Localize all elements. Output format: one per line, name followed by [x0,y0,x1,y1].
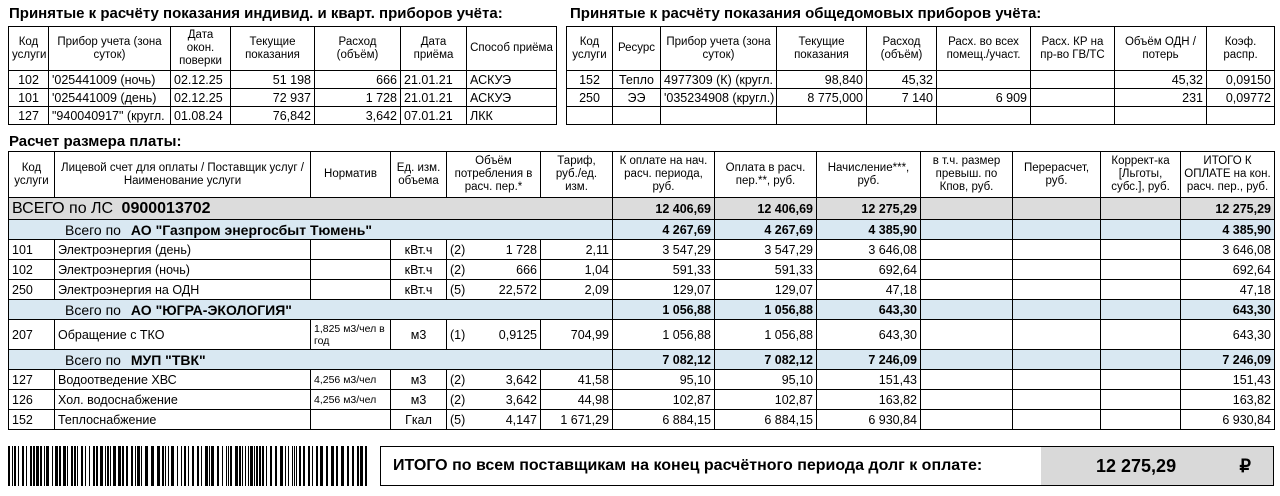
service-norm: 1,825 м3/чел в год [311,320,391,350]
table-row [9,280,1275,300]
common-volume: 45,32 [867,71,937,89]
supplier-name: МУП "ТВК" [130,351,206,368]
meter-id: "940040917" (кругл. [49,107,171,125]
col-header: Дата окон. поверки [171,27,231,71]
col-header: Расход (объём) [867,27,937,71]
service-name: Хол. водоснабжение [55,390,311,410]
service-unit: кВт.ч [391,260,447,280]
meter-accept-date: 07.01.21 [401,107,467,125]
supplier-start: 1 056,88 [613,300,715,320]
service-unit: кВт.ч [391,280,447,300]
service-volume: 3,642 [505,392,537,407]
service-norm: 4,256 м3/чел [311,370,391,390]
meter-reading: 72 937 [231,89,315,107]
service-name: Водоотведение ХВС [55,370,311,390]
col-header: Текущие показания [231,27,315,71]
total-start: 12 406,69 [613,198,715,220]
grand-total-value-box [1041,447,1273,485]
supplier-paid: 1 056,88 [715,300,817,320]
supplier-itogo: 7 246,09 [1181,350,1275,370]
service-name: Электроэнергия на ОДН [55,280,311,300]
supplier-total-label: Всего по [65,351,121,368]
col-header: Расх. во всех помещ./участ. [937,27,1031,71]
service-unit: м3 [391,320,447,350]
service-code: 102 [9,260,55,280]
total-charged: 12 275,29 [817,198,921,220]
account-number: 0900013702 [121,199,211,217]
meter-accept-date: 21.01.21 [401,71,467,89]
meter-method: АСКУЭ [467,89,557,107]
account-total-row [9,198,1275,220]
col-header: Объём ОДН / потерь [1115,27,1207,71]
grand-total-box [380,446,1274,486]
supplier-total-row [9,350,1275,370]
table-row [9,370,1275,390]
service-charged: 643,30 [817,320,921,350]
common-kr [1031,71,1115,89]
col-header: К оплате на нач. расч. периода, руб. [613,152,715,198]
common-meter-id: 4977309 (К) (кругл. [661,71,777,89]
service-start: 6 884,15 [613,410,715,430]
common-meter-id: '035234908 (кругл.) [661,89,777,107]
individual-meters-table [8,26,557,125]
meter-method: ЛКК [467,107,557,125]
payment-title: Расчет размера платы: [9,133,182,150]
common-all-premises: 6 909 [937,89,1031,107]
service-norm [311,410,391,430]
service-name: Обращение с ТКО [55,320,311,350]
service-code: 127 [9,370,55,390]
service-mark: (1) [450,327,466,342]
common-reading [777,107,867,125]
service-itogo: 3 646,08 [1181,240,1275,260]
common-reading: 8 775,000 [777,89,867,107]
meter-check-date: 01.08.24 [171,107,231,125]
col-header: Коррект-ка [Льготы, субс.], руб. [1101,152,1181,198]
supplier-itogo: 643,30 [1181,300,1275,320]
service-itogo: 163,82 [1181,390,1275,410]
meter-volume: 3,642 [315,107,401,125]
common-meter-id [661,107,777,125]
table-row [567,89,1275,107]
meter-method: АСКУЭ [467,71,557,89]
common-resource: ЭЭ [613,89,661,107]
service-volume: 3,642 [505,372,537,387]
common-coef [1207,107,1275,125]
service-paid: 129,07 [715,280,817,300]
service-tariff: 41,58 [541,370,613,390]
meter-id: '025441009 (день) [49,89,171,107]
meter-reading: 76,842 [231,107,315,125]
service-unit: м3 [391,390,447,410]
service-norm [311,280,391,300]
common-volume: 7 140 [867,89,937,107]
currency-symbol: ₽ [1239,456,1251,476]
service-charged: 692,64 [817,260,921,280]
table-row [9,320,1275,350]
service-volume: 4,147 [505,412,537,427]
supplier-charged: 643,30 [817,300,921,320]
common-odn: 45,32 [1115,71,1207,89]
meter-reading: 51 198 [231,71,315,89]
grand-total-label: ИТОГО по всем поставщикам на конец расчётного периода долг к оплате: [393,457,983,474]
service-volume: 22,572 [498,282,537,297]
supplier-paid: 7 082,12 [715,350,817,370]
meter-volume: 1 728 [315,89,401,107]
account-total-label: ВСЕГО по ЛС [12,199,114,217]
col-header: Начисление***, руб. [817,152,921,198]
service-itogo: 692,64 [1181,260,1275,280]
service-tariff: 1 671,29 [541,410,613,430]
col-header: Текущие показания [777,27,867,71]
service-tariff: 1,04 [541,260,613,280]
service-mark: (2) [450,372,466,387]
service-unit: Гкал [391,410,447,430]
service-mark: (5) [450,412,466,427]
common-all-premises [937,71,1031,89]
service-start: 95,10 [613,370,715,390]
supplier-charged: 7 246,09 [817,350,921,370]
service-norm [311,260,391,280]
service-code: 207 [9,320,55,350]
common-reading: 98,840 [777,71,867,89]
service-code: 152 [9,410,55,430]
col-header: Оплата в расч. пер.**, руб. [715,152,817,198]
service-mark: (2) [450,392,466,407]
common-kr [1031,89,1115,107]
meter-code: 101 [9,89,49,107]
meter-volume: 666 [315,71,401,89]
table-row [9,107,557,125]
barcode-image [8,446,370,486]
payment-table [8,151,1275,430]
service-paid: 6 884,15 [715,410,817,430]
common-resource [613,107,661,125]
service-tariff: 2,09 [541,280,613,300]
service-name: Теплоснабжение [55,410,311,430]
service-paid: 591,33 [715,260,817,280]
service-charged: 3 646,08 [817,240,921,260]
service-paid: 102,87 [715,390,817,410]
col-header: Норматив [311,152,391,198]
table-row [567,107,1275,125]
total-itogo: 12 275,29 [1181,198,1275,220]
meter-accept-date: 21.01.21 [401,89,467,107]
col-header: Код услуги [567,27,613,71]
service-code: 101 [9,240,55,260]
col-header: Дата приёма [401,27,467,71]
col-header: Расх. КР на пр-во ГВ/ТС [1031,27,1115,71]
service-charged: 163,82 [817,390,921,410]
meter-id: '025441009 (ночь) [49,71,171,89]
col-header: Лицевой счет для оплаты / Поставщик услуг / Наименование услуги [55,152,311,198]
service-charged: 151,43 [817,370,921,390]
common-code: 152 [567,71,613,89]
service-tariff: 2,11 [541,240,613,260]
grand-total-value: 12 275,29 [1096,456,1177,476]
common-resource: Тепло [613,71,661,89]
service-norm [311,240,391,260]
col-header: Объём потребления в расч. пер.* [447,152,541,198]
supplier-name: АО "Газпром энергосбыт Тюмень" [130,221,372,238]
service-mark: (2) [450,262,466,277]
supplier-start: 4 267,69 [613,220,715,240]
service-start: 129,07 [613,280,715,300]
service-code: 126 [9,390,55,410]
service-itogo: 643,30 [1181,320,1275,350]
common-odn: 231 [1115,89,1207,107]
service-tariff: 704,99 [541,320,613,350]
meter-check-date: 02.12.25 [171,89,231,107]
service-mark: (2) [450,242,466,257]
service-paid: 3 547,29 [715,240,817,260]
col-header: Прибор учета (зона суток) [49,27,171,71]
service-code: 250 [9,280,55,300]
meter-code: 102 [9,71,49,89]
table-row [9,410,1275,430]
col-header: Тариф, руб./ед. изм. [541,152,613,198]
col-header: Ресурс [613,27,661,71]
table-row [9,71,557,89]
service-tariff: 44,98 [541,390,613,410]
supplier-total-row [9,300,1275,320]
total-paid: 12 406,69 [715,198,817,220]
supplier-total-label: Всего по [65,221,121,238]
service-paid: 95,10 [715,370,817,390]
col-header: Способ приёма [467,27,557,71]
service-norm: 4,256 м3/чел [311,390,391,410]
supplier-name: АО "ЮГРА-ЭКОЛОГИЯ" [130,301,292,318]
service-start: 591,33 [613,260,715,280]
common-code: 250 [567,89,613,107]
col-header: Ед. изм. объема [391,152,447,198]
col-header: ИТОГО К ОПЛАТЕ на кон. расч. пер., руб. [1181,152,1275,198]
service-charged: 6 930,84 [817,410,921,430]
common-coef: 0,09150 [1207,71,1275,89]
col-header: Перерасчет, руб. [1013,152,1101,198]
meter-check-date: 02.12.25 [171,71,231,89]
table-row [9,260,1275,280]
service-mark: (5) [450,282,466,297]
supplier-paid: 4 267,69 [715,220,817,240]
supplier-start: 7 082,12 [613,350,715,370]
common-meters-title: Принятые к расчёту показания общедомовых приборов учёта: [570,5,1042,22]
service-charged: 47,18 [817,280,921,300]
service-name: Электроэнергия (день) [55,240,311,260]
table-row [9,240,1275,260]
service-itogo: 47,18 [1181,280,1275,300]
col-header: Расход (объём) [315,27,401,71]
supplier-itogo: 4 385,90 [1181,220,1275,240]
common-meters-table [566,26,1275,125]
service-start: 102,87 [613,390,715,410]
service-unit: кВт.ч [391,240,447,260]
col-header: Коэф. распр. [1207,27,1275,71]
service-volume: 0,9125 [498,327,537,342]
service-volume: 666 [516,262,537,277]
col-header: Прибор учета (зона суток) [661,27,777,71]
meter-code: 127 [9,107,49,125]
col-header: Код услуги [9,27,49,71]
supplier-total-label: Всего по [65,301,121,318]
common-all-premises [937,107,1031,125]
table-row [9,390,1275,410]
service-itogo: 6 930,84 [1181,410,1275,430]
individual-meters-title: Принятые к расчёту показания индивид. и кварт. приборов учёта: [9,5,503,22]
service-unit: м3 [391,370,447,390]
supplier-charged: 4 385,90 [817,220,921,240]
common-coef: 0,09772 [1207,89,1275,107]
service-itogo: 151,43 [1181,370,1275,390]
service-name: Электроэнергия (ночь) [55,260,311,280]
common-volume [867,107,937,125]
service-start: 1 056,88 [613,320,715,350]
supplier-total-row [9,220,1275,240]
col-header: в т.ч. размер превыш. по Кпов, руб. [921,152,1013,198]
service-volume: 1 728 [505,242,537,257]
col-header: Код услуги [9,152,55,198]
service-paid: 1 056,88 [715,320,817,350]
table-row [567,71,1275,89]
common-code [567,107,613,125]
common-kr [1031,107,1115,125]
table-row [9,89,557,107]
service-start: 3 547,29 [613,240,715,260]
common-odn [1115,107,1207,125]
